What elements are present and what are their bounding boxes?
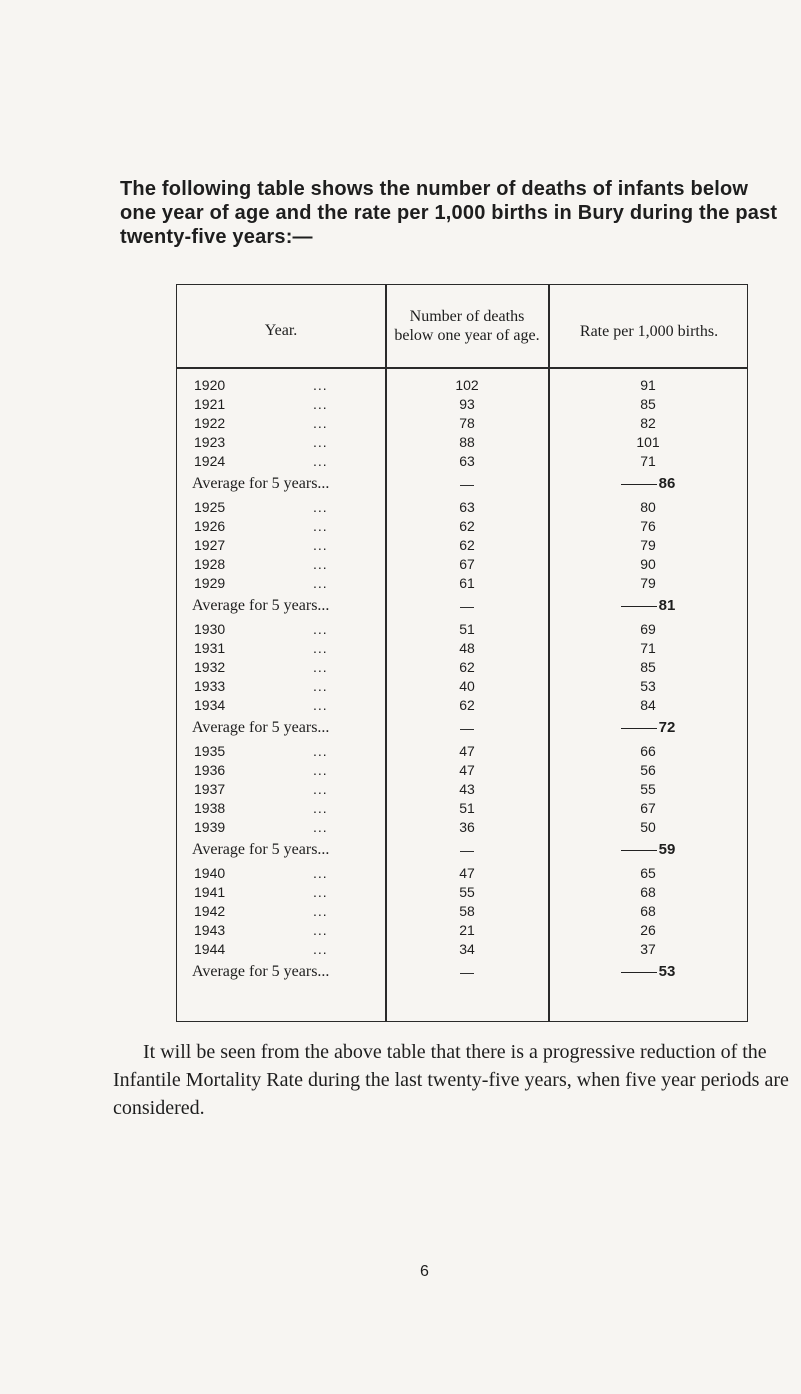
table-row: [177, 432, 749, 452]
table-row: [177, 901, 749, 921]
deaths-cell: 34: [459, 941, 475, 957]
rate-cell: 76: [640, 518, 656, 534]
header-rule: [177, 367, 747, 369]
year-cell: 1924: [194, 453, 226, 469]
deaths-cell: 40: [459, 678, 475, 694]
year-cell: 1942: [194, 903, 226, 919]
average-rate: [549, 474, 747, 494]
leader-dots: ...: [313, 922, 328, 938]
leader-dots: ...: [313, 743, 328, 759]
year-cell: 1939: [194, 819, 226, 835]
rate-cell: 56: [640, 762, 656, 778]
table-row: [177, 375, 749, 395]
leader-dots: ...: [313, 453, 328, 469]
average-rate-value: 72: [658, 719, 676, 736]
leader-dots: ...: [313, 518, 328, 534]
rate-cell: 80: [640, 499, 656, 515]
average-deaths: —: [460, 964, 474, 980]
summary-paragraph: It will be seen from the above table that there is a progressive reduction of the Infantile Mortality Rate during the last twenty-five years, when five year periods are considered.: [113, 1041, 789, 1119]
rate-cell: 26: [640, 922, 656, 938]
average-rate-value: 81: [658, 597, 676, 614]
year-cell: 1935: [194, 743, 226, 759]
header-rate: [555, 285, 743, 367]
leader-dots: ...: [313, 434, 328, 450]
table-row: [177, 413, 749, 433]
leader-dots: ...: [313, 865, 328, 881]
infant-mortality-table: [176, 284, 748, 1022]
leader-dots: ...: [313, 800, 328, 816]
year-cell: 1920: [194, 377, 226, 393]
table-row: [177, 695, 749, 715]
year-cell: 1926: [194, 518, 226, 534]
leader-dots: ...: [313, 884, 328, 900]
leader-dots: ...: [313, 697, 328, 713]
table-row: [177, 535, 749, 555]
year-cell: 1931: [194, 640, 226, 656]
average-label: Average for 5 years...: [192, 719, 330, 736]
average-rate: [549, 596, 747, 616]
rate-cell: 66: [640, 743, 656, 759]
average-rate-value: 53: [658, 963, 676, 980]
rate-cell: 53: [640, 678, 656, 694]
average-deaths: —: [460, 720, 474, 736]
leader-dots: ...: [313, 556, 328, 572]
year-cell: 1923: [194, 434, 226, 450]
year-cell: 1927: [194, 537, 226, 553]
deaths-cell: 62: [459, 518, 475, 534]
average-rate-value: 86: [658, 475, 676, 492]
average-row: [177, 596, 749, 616]
table-row: [177, 817, 749, 837]
average-label: Average for 5 years...: [192, 475, 330, 492]
table-row: [177, 516, 749, 536]
deaths-cell: 47: [459, 743, 475, 759]
table-row: [177, 798, 749, 818]
leader-dots: ...: [313, 678, 328, 694]
rate-cell: 71: [640, 453, 656, 469]
header-year: [177, 285, 385, 367]
average-rate-value: 59: [658, 841, 676, 858]
year-cell: 1943: [194, 922, 226, 938]
deaths-cell: 21: [459, 922, 475, 938]
year-cell: 1934: [194, 697, 226, 713]
rate-cell: 50: [640, 819, 656, 835]
year-cell: 1944: [194, 941, 226, 957]
table-row: [177, 657, 749, 677]
rate-cell: 69: [640, 621, 656, 637]
deaths-cell: 36: [459, 819, 475, 835]
deaths-cell: 62: [459, 659, 475, 675]
leader-dots: ...: [313, 640, 328, 656]
table-row: [177, 779, 749, 799]
deaths-cell: 62: [459, 537, 475, 553]
average-deaths: —: [460, 476, 474, 492]
year-cell: 1932: [194, 659, 226, 675]
deaths-cell: 62: [459, 697, 475, 713]
table-row: [177, 920, 749, 940]
deaths-cell: 51: [459, 800, 475, 816]
average-label: Average for 5 years...: [192, 963, 330, 980]
rate-cell: 55: [640, 781, 656, 797]
rate-cell: 91: [640, 377, 656, 393]
year-cell: 1941: [194, 884, 226, 900]
year-cell: 1933: [194, 678, 226, 694]
average-row: [177, 962, 749, 982]
table-row: [177, 394, 749, 414]
year-cell: 1922: [194, 415, 226, 431]
average-row: [177, 718, 749, 738]
leader-dots: ...: [313, 499, 328, 515]
table-row: [177, 939, 749, 959]
table-row: [177, 497, 749, 517]
leader-dots: ...: [313, 415, 328, 431]
table-row: [177, 741, 749, 761]
rate-cell: 90: [640, 556, 656, 572]
leader-dots: ...: [313, 762, 328, 778]
rate-cell: 82: [640, 415, 656, 431]
rate-cell: 101: [636, 434, 660, 450]
average-row: [177, 840, 749, 860]
deaths-cell: 78: [459, 415, 475, 431]
year-cell: 1937: [194, 781, 226, 797]
average-rate: [549, 962, 747, 982]
table-row: [177, 676, 749, 696]
year-cell: 1921: [194, 396, 226, 412]
deaths-cell: 47: [459, 865, 475, 881]
rate-cell: 85: [640, 659, 656, 675]
average-row: [177, 474, 749, 494]
year-cell: 1940: [194, 865, 226, 881]
year-cell: 1930: [194, 621, 226, 637]
rate-cell: 84: [640, 697, 656, 713]
header-rate-label: Rate per 1,000 births.: [579, 322, 719, 340]
header-deaths-label: Number of deaths below one year of age.: [394, 308, 540, 344]
deaths-cell: 93: [459, 396, 475, 412]
leader-dots: ...: [313, 537, 328, 553]
average-label: Average for 5 years...: [192, 597, 330, 614]
leader-dots: ...: [313, 819, 328, 835]
leader-dots: ...: [313, 396, 328, 412]
deaths-cell: 43: [459, 781, 475, 797]
leader-dots: ...: [313, 377, 328, 393]
table-row: [177, 573, 749, 593]
deaths-cell: 51: [459, 621, 475, 637]
deaths-cell: 102: [455, 377, 479, 393]
rate-cell: 37: [640, 941, 656, 957]
average-deaths: —: [460, 842, 474, 858]
leader-dots: ...: [313, 621, 328, 637]
rate-cell: 79: [640, 537, 656, 553]
rate-cell: 79: [640, 575, 656, 591]
table-row: [177, 863, 749, 883]
year-cell: 1928: [194, 556, 226, 572]
deaths-cell: 47: [459, 762, 475, 778]
rate-cell: 65: [640, 865, 656, 881]
table-row: [177, 619, 749, 639]
year-cell: 1929: [194, 575, 226, 591]
header-year-label: Year.: [264, 321, 298, 339]
table-row: [177, 638, 749, 658]
page-heading: The following table shows the number of deaths of infants below one year of age and the rate per 1,000 births in Bury during the past twenty-five years:—: [120, 178, 778, 248]
deaths-cell: 88: [459, 434, 475, 450]
rate-cell: 67: [640, 800, 656, 816]
table-row: [177, 451, 749, 471]
table-row: [177, 882, 749, 902]
deaths-cell: 63: [459, 499, 475, 515]
year-cell: 1936: [194, 762, 226, 778]
leader-dots: ...: [313, 941, 328, 957]
year-cell: 1938: [194, 800, 226, 816]
average-rate: [549, 840, 747, 860]
table-row: [177, 760, 749, 780]
average-rate: [549, 718, 747, 738]
deaths-cell: 63: [459, 453, 475, 469]
deaths-cell: 58: [459, 903, 475, 919]
leader-dots: ...: [313, 575, 328, 591]
rate-cell: 85: [640, 396, 656, 412]
leader-dots: ...: [313, 781, 328, 797]
rate-cell: 68: [640, 884, 656, 900]
page-number: 6: [420, 1263, 429, 1280]
deaths-cell: 55: [459, 884, 475, 900]
average-label: Average for 5 years...: [192, 841, 330, 858]
leader-dots: ...: [313, 659, 328, 675]
leader-dots: ...: [313, 903, 328, 919]
rate-cell: 71: [640, 640, 656, 656]
deaths-cell: 61: [459, 575, 475, 591]
deaths-cell: 67: [459, 556, 475, 572]
average-deaths: —: [460, 598, 474, 614]
header-deaths: [391, 285, 543, 367]
rate-cell: 68: [640, 903, 656, 919]
table-row: [177, 554, 749, 574]
year-cell: 1925: [194, 499, 226, 515]
deaths-cell: 48: [459, 640, 475, 656]
